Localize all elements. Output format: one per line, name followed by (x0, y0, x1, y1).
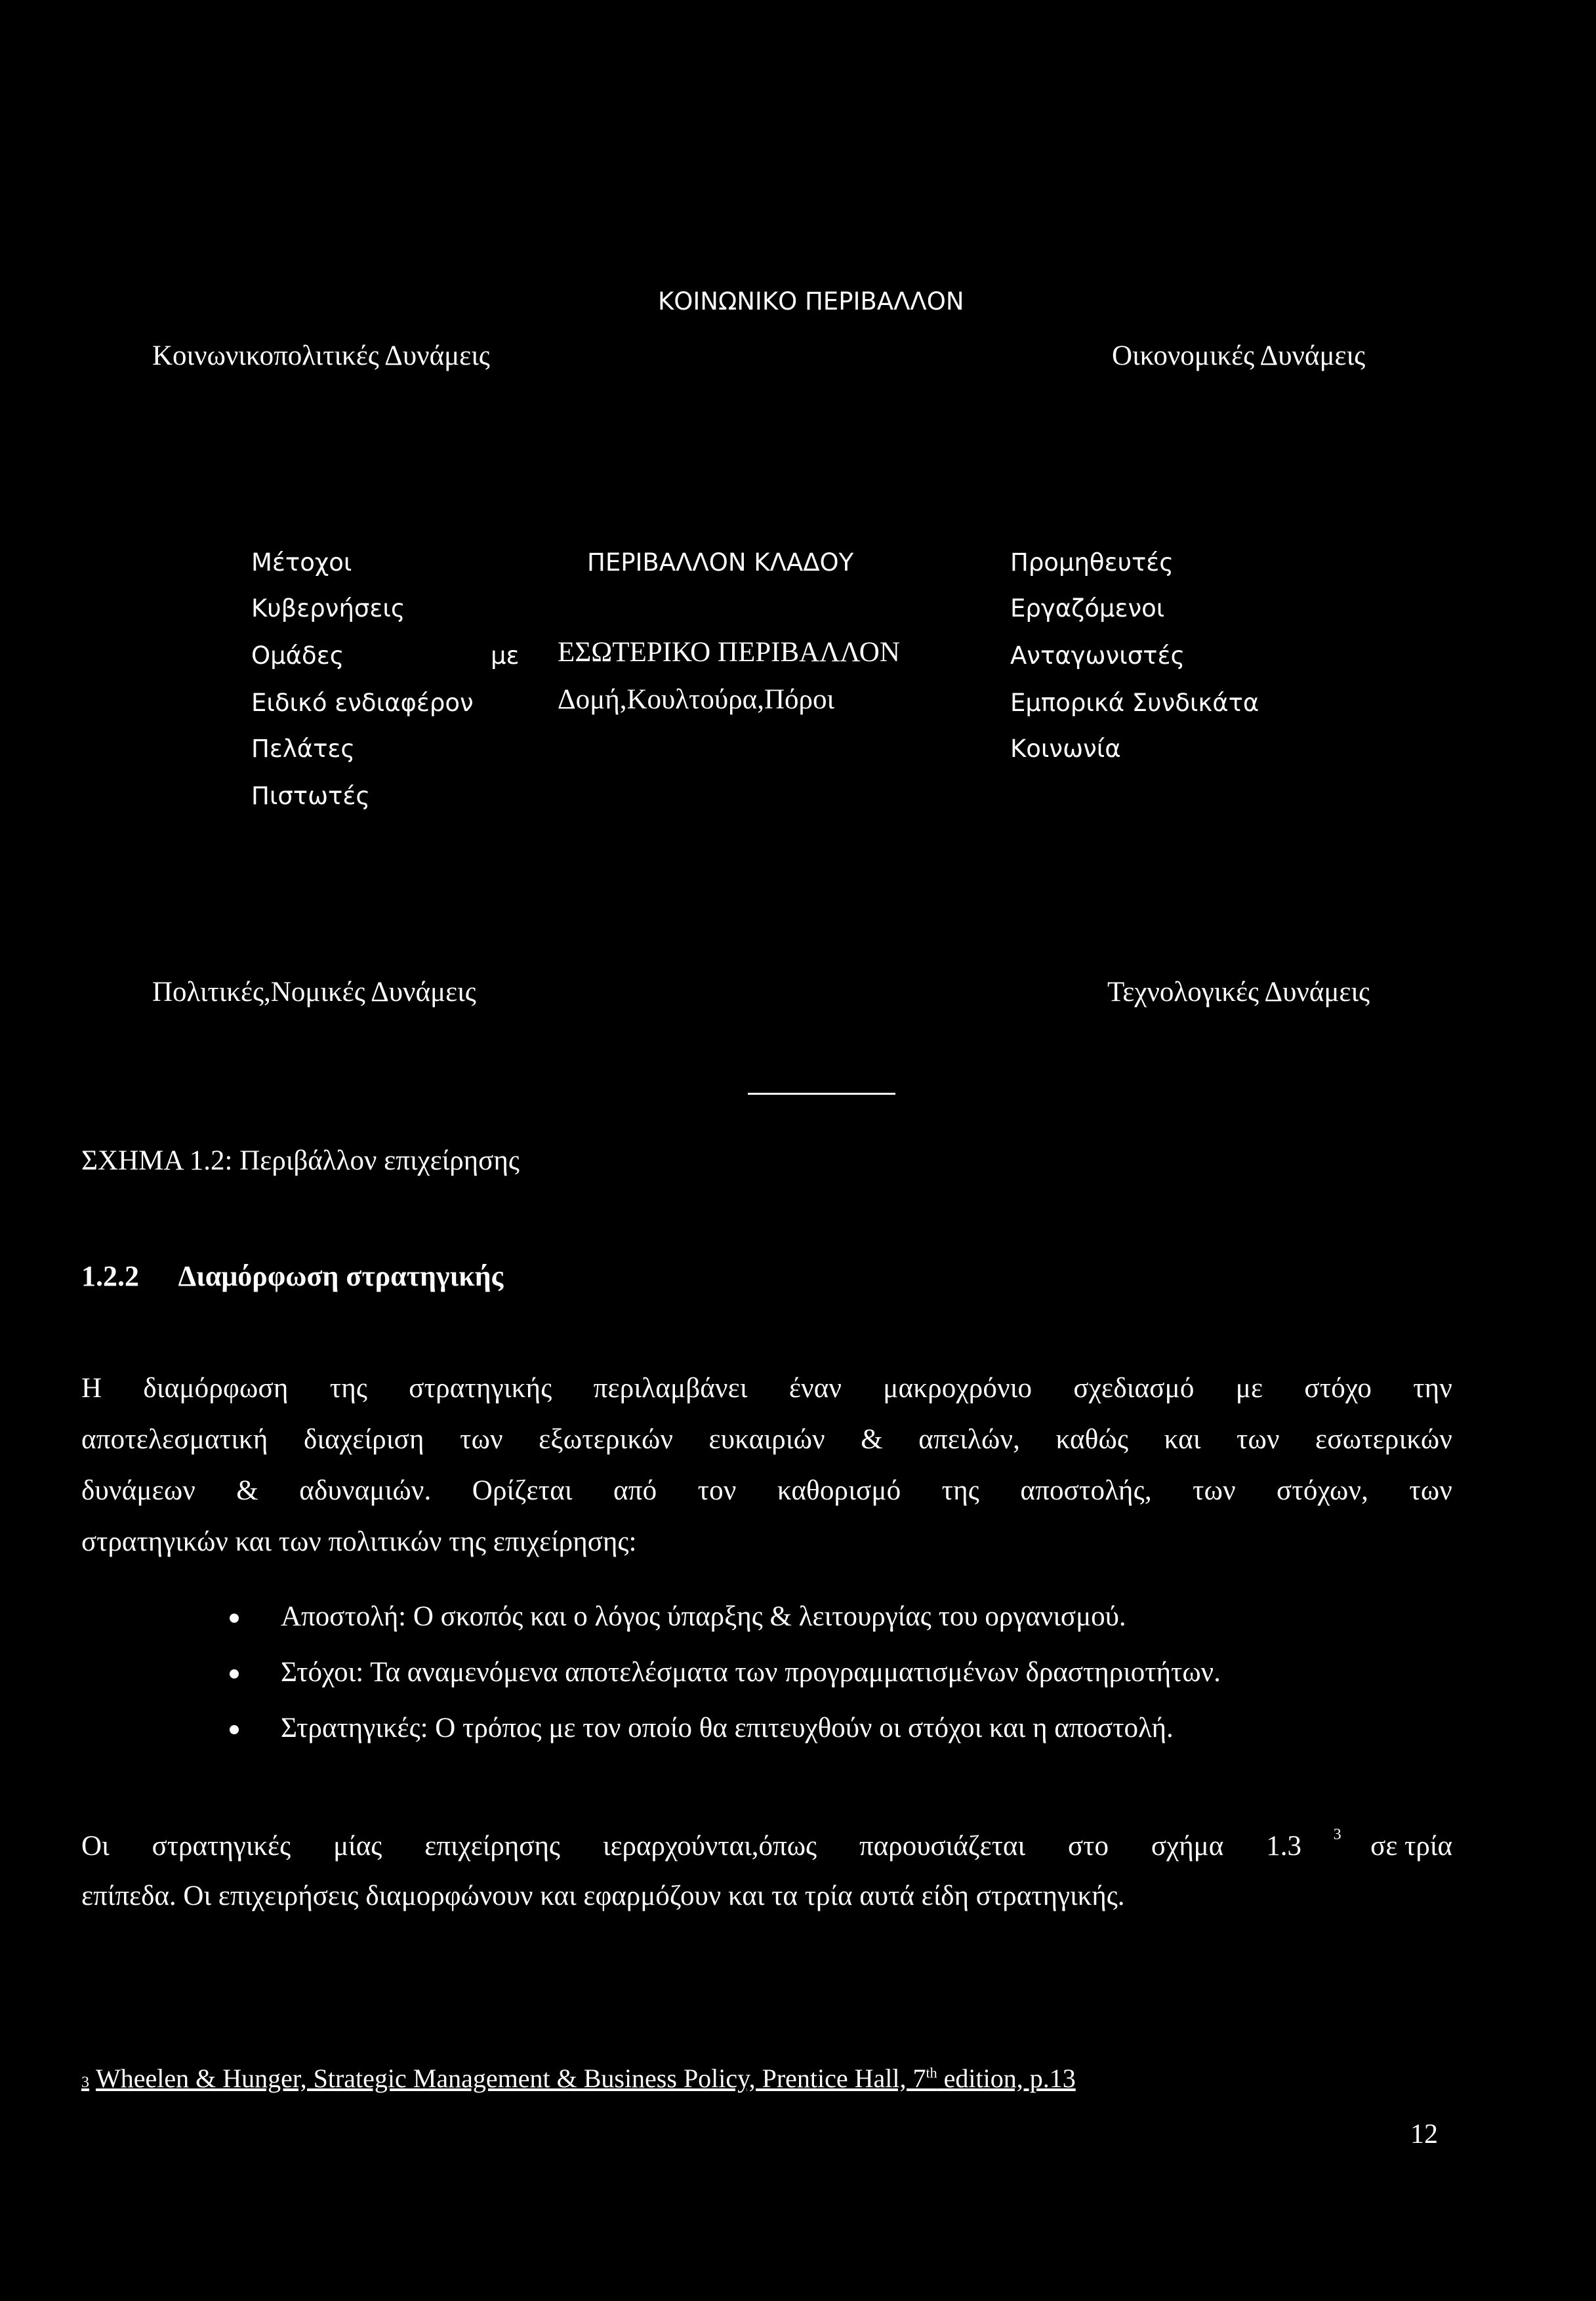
industry-actor-item: Εργαζόμενοι (1010, 594, 1165, 622)
footnote-marker: 3 (81, 2074, 89, 2091)
stakeholder-item: Κυβερνήσεις (251, 594, 405, 622)
section-title: Διαμόρφωση στρατηγικής (178, 1260, 504, 1292)
bullet-item: Αποστολή: Ο σκοπός και ο λόγος ύπαρξης & λειτουργίας του οργανισμού. (281, 1601, 1126, 1632)
economic-forces-label: Οικονομικές Δυνάμεις (1112, 340, 1366, 371)
section-heading (81, 1259, 503, 1293)
stakeholder-item: Πιστωτές (251, 782, 371, 810)
paragraph-2-line-1-text: Οι στρατηγικές μίας επιχείρησης ιεραρχούνται,όπως παρουσιάζεται στο σχήμα 1.3 (81, 1831, 1301, 1862)
footnote-reference: 3 (1333, 1826, 1341, 1843)
industry-actor-item: Εμπορικά Συνδικάτα (1010, 689, 1259, 717)
industry-environment-label: ΠΕΡΙΒΑΛΛΟΝ ΚΛΑΔΟΥ (587, 548, 854, 577)
social-environment-label: ΚΟΙΝΩΝΙΚΟ ΠΕΡΙΒΑΛΛΟΝ (658, 287, 964, 316)
stakeholder-item: Μέτοχοι (251, 548, 352, 577)
technological-forces-label: Τεχνολογικές Δυνάμεις (1107, 977, 1370, 1008)
paragraph-line: Η διαμόρφωση της στρατηγικής περιλαμβάνει έναν μακροχρόνιο σχεδιασμό με στόχο την (81, 1373, 1452, 1404)
internal-detail-label: Δομή,Κουλτούρα,Πόροι (558, 684, 835, 715)
paragraph-line: στρατηγικών και των πολιτικών της επιχείρησης: (81, 1526, 637, 1557)
bullet-item: Στόχοι: Τα αναμενόμενα αποτελέσματα των προγραμματισμένων δραστηριοτήτων. (281, 1657, 1221, 1688)
footnote (81, 2063, 1076, 2094)
stakeholder-item: Ειδικό ενδιαφέρον (251, 689, 474, 717)
industry-actor-item: Ανταγωνιστές (1010, 641, 1185, 670)
industry-actor-item: Κοινωνία (1010, 735, 1121, 763)
footnote-text: Wheelen & Hunger, Strategic Management & Business Policy, Prentice Hall, 7 (96, 2064, 926, 2093)
figure-caption: ΣΧΗΜΑ 1.2: Περιβάλλον επιχείρησης (81, 1145, 520, 1176)
footnote-sup: th (926, 2064, 937, 2081)
paragraph-line: αποτελεσματική διαχείριση των εξωτερικών ευκαιριών & απειλών, καθώς και των εσωτερικών (81, 1424, 1452, 1455)
page-number: 12 (1410, 2119, 1438, 2149)
footnote-text-end: edition, p.13 (937, 2064, 1076, 2093)
political-legal-forces-label: Πολιτικές,Νομικές Δυνάμεις (152, 977, 476, 1008)
paragraph-line (81, 1826, 1452, 1862)
sociopolitical-forces-label: Κοινωνικοπολιτικές Δυνάμεις (152, 340, 490, 371)
diagram-divider (748, 1093, 895, 1095)
internal-environment-label: ΕΣΩΤΕΡΙΚΟ ΠΕΡΙΒΑΛΛΟΝ (558, 637, 900, 668)
paragraph-line: επίπεδα. Οι επιχειρήσεις διαμορφώνουν και εφαρμόζουν και τα τρία αυτά είδη στρατηγικής. (81, 1881, 1125, 1911)
section-number: 1.2.2 (81, 1260, 139, 1292)
bullet-dot (230, 1669, 239, 1679)
bullet-dot (230, 1725, 239, 1734)
stakeholder-item-me: με (491, 641, 520, 670)
industry-actor-item: Προμηθευτές (1010, 548, 1174, 577)
paragraph-2-line-1-tail: σε τρία (1370, 1831, 1452, 1862)
stakeholder-item: Πελάτες (251, 735, 356, 763)
bullet-item: Στρατηγικές: Ο τρόπος με τον οποίο θα επιτευχθούν οι στόχοι και η αποστολή. (281, 1713, 1174, 1743)
stakeholder-item: Ομάδες (251, 641, 344, 670)
paragraph-line: δυνάμεων & αδυναμιών. Ορίζεται από τον καθορισμό της αποστολής, των στόχων, των (81, 1475, 1452, 1506)
bullet-dot (230, 1614, 239, 1623)
